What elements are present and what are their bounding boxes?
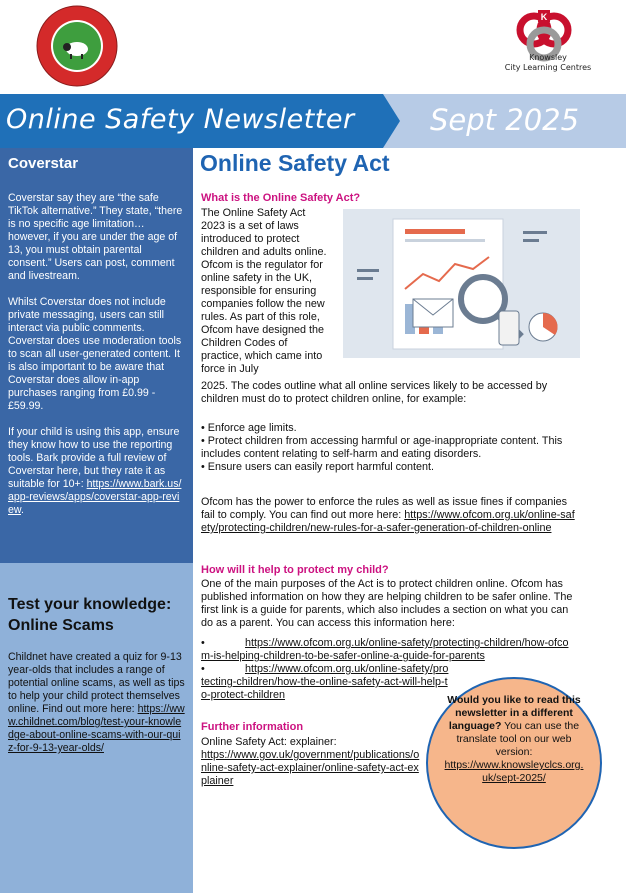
how-paragraph: One of the main purposes of the Act is to protect children online. Ofcom has published information on how they are helping children to be safer online. The first link is a guide for parents, which also includes a section on what you can do as a parent. You can access this information here: <box>201 578 573 629</box>
bullet-dot: • <box>201 637 205 649</box>
ofcom-paragraph <box>201 496 576 535</box>
what-paragraph-1a: The Online Safety Act 2023 is a set of laws introduced to protect children and adults online. Ofcom is the regulator for online safety in the UK, responsible for ensuring companies follow the new rules. As part of this role, Ofcom have designed the Children Codes of practice, which came into force in July <box>201 207 327 375</box>
further-heading: Further information <box>201 721 304 733</box>
bullet-dot: • <box>201 663 205 675</box>
quiz-paragraph: Childnet have created a quiz for 9-13 year-olds that includes a range of potential online scams, as well as tips to help your child protect themselves online. Find out more here: <box>8 651 185 715</box>
further-paragraph <box>201 736 421 788</box>
main-title: Online Safety Act <box>200 150 390 176</box>
coverstar-paragraph-3-text: If your child is using this app, ensure they know how to use the reporting tools. Bark provide a full review of Coverstar here, but they rate it as suitable for 10+: <box>8 426 180 490</box>
coverstar-paragraph-3 <box>8 426 185 517</box>
bark-link-period: . <box>20 504 24 516</box>
gov-explainer-link[interactable]: https://www.gov.uk/government/publications/online-safety-act-explainer/online-safety-act-explainer <box>201 749 420 787</box>
kclc-name <box>470 53 626 73</box>
quiz-text <box>8 651 185 755</box>
codes-bullet-list <box>201 422 576 474</box>
bullet-item-3-text: Ensure users can easily report harmful content. <box>207 461 435 473</box>
ofcom-act-link[interactable]: https://www.ofcom.org.uk/online-safety/protecting-children/how-the-online-safety-act-will-help-to-protect-children <box>201 663 449 701</box>
childnet-quiz-link[interactable]: https://www.childnet.com/blog/test-your-knowledge-about-online-scams-with-our-quiz-for-9-13-year-olds/ <box>8 703 185 754</box>
translate-bubble-text <box>442 694 586 785</box>
school-logo <box>30 4 124 88</box>
translate-instructions: You can use the translate tool on our web version: <box>456 720 580 758</box>
what-heading: What is the Online Safety Act? <box>201 192 361 204</box>
data-analysis-illustration <box>343 209 580 358</box>
what-paragraph-1b: 2025. The codes outline what all online services likely to be accessed by children must do to protect children online, for example: <box>201 380 548 405</box>
bullet-item-2-text: Protect children from accessing harmful or age-inappropriate content. This includes content relating to self-harm and eating disorders. <box>201 435 563 460</box>
coverstar-paragraph-1: Coverstar say they are “the safe TikTok alternative.” They state, “there is no specific age limitation…however, if you are under the age of 13, you must obtain parental consent.” Users can post, comment and livestream. <box>8 192 183 282</box>
banner-date: Sept 2025 <box>430 103 580 137</box>
ofcom-new-rules-link[interactable]: https://www.ofcom.org.uk/online-safety/protecting-children/new-rules-for-a-safer-generation-of-children-online <box>201 509 575 534</box>
banner-title: Online Safety Newsletter <box>6 104 355 135</box>
translate-question: Would you like to read this newsletter in a different language? <box>447 694 581 732</box>
coverstar-text <box>8 192 185 517</box>
kclc-name-line1: Knowsley <box>529 53 567 62</box>
bullet-item-1-text: Enforce age limits. <box>207 422 297 434</box>
ofcom-guide-link[interactable]: https://www.ofcom.org.uk/online-safety/protecting-children/how-ofcom-is-helping-children-to-be-safer-online-a-guide-for-parents <box>201 637 569 662</box>
bullet-item-2: • Protect children from accessing harmful or age-inappropriate content. This includes content relating to self-harm and eating disorders. <box>201 435 563 460</box>
svg-text:K: K <box>540 12 548 22</box>
how-heading: How will it help to protect my child? <box>201 564 389 576</box>
bullet-item-1: • Enforce age limits. <box>201 422 297 434</box>
bark-review-link[interactable]: https://www.bark.us/app-reviews/apps/coverstar-app-review <box>8 478 182 516</box>
translate-web-version-link[interactable]: https://www.knowsleyclcs.org.uk/sept-2025/ <box>444 759 584 784</box>
kclc-name-line2: City Learning Centres <box>504 63 592 72</box>
quiz-heading: Test your knowledge: Online Scams <box>8 596 172 634</box>
bullet-item-3: • Ensure users can easily report harmful content. <box>201 461 435 473</box>
coverstar-heading: Coverstar <box>8 155 79 172</box>
ofcom-paragraph-text: Ofcom has the power to enforce the rules as well as issue fines if companies fail to comply. You can find out more here: <box>201 496 568 521</box>
further-label: Online Safety Act: explainer: <box>201 736 337 748</box>
coverstar-paragraph-2: Whilst Coverstar does not include private messaging, users can still interact via public comments. Coverstar does use moderation tools to scan all user-generated content. It is also important to be aware that Coverstar does allow in-app purchases ranging from £0.99 - £59.99. <box>8 296 182 412</box>
ofcom-guide-item <box>201 637 576 663</box>
